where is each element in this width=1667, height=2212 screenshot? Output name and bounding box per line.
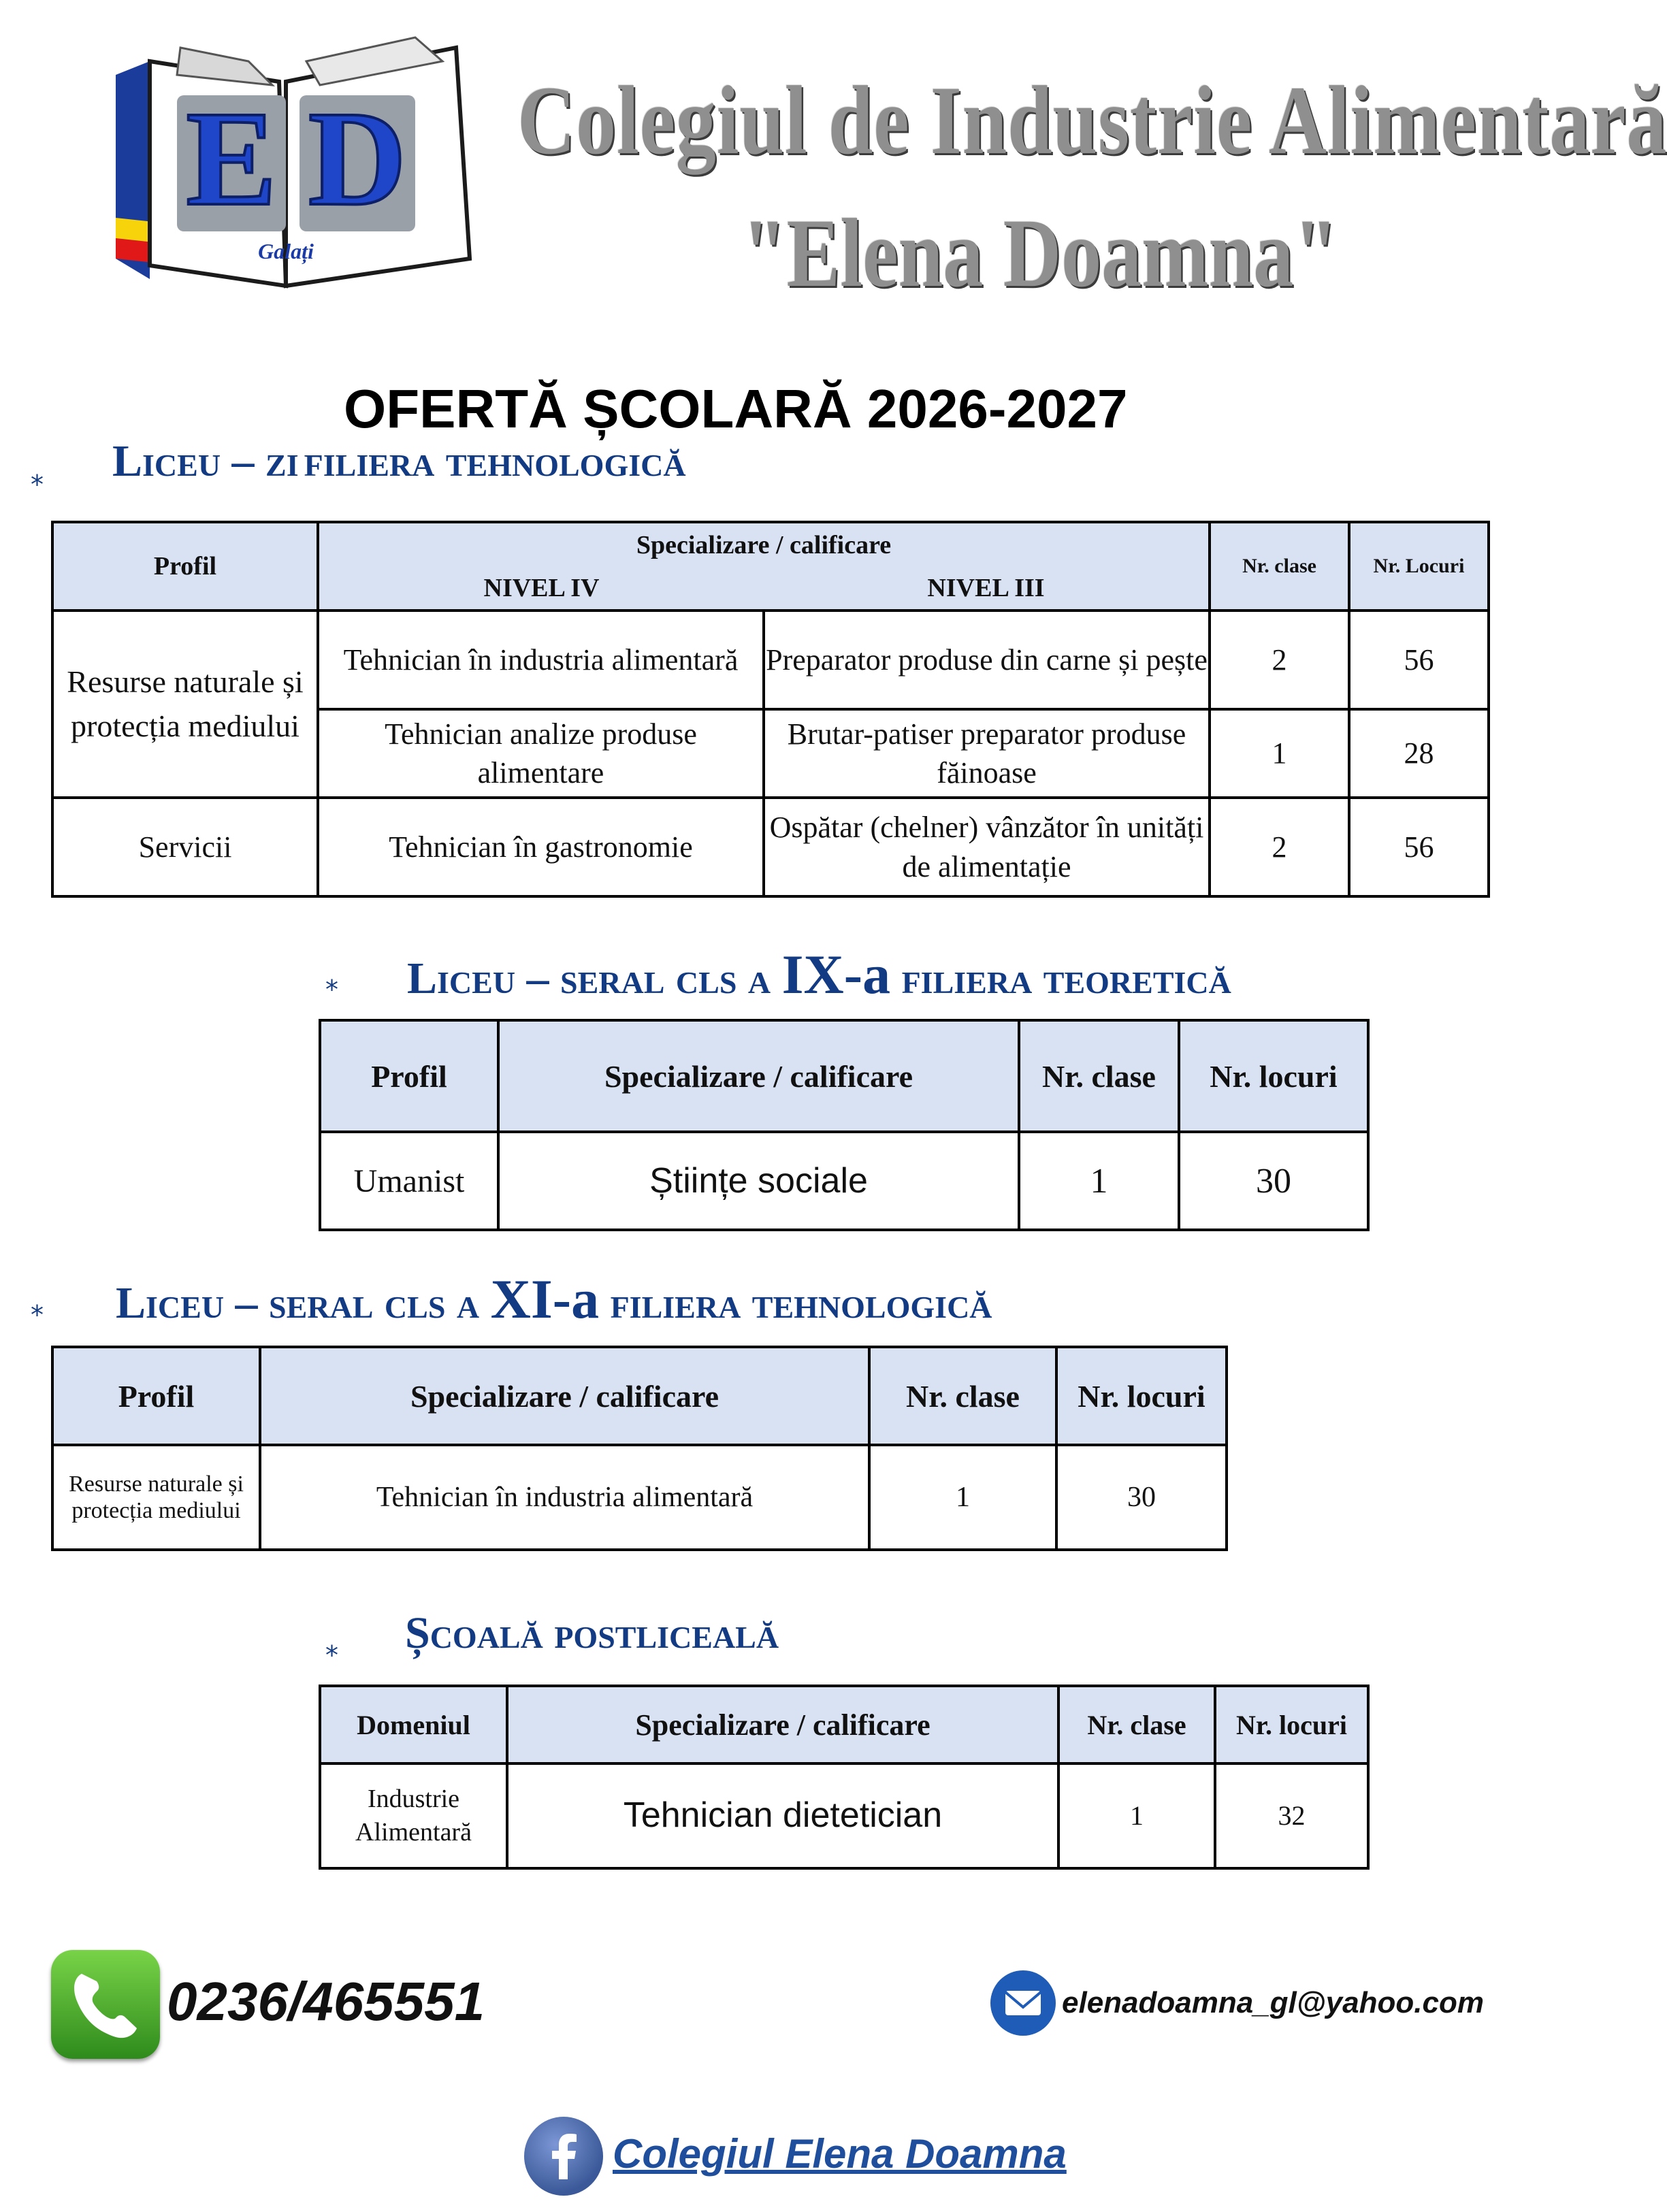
facebook-icon[interactable] [524,2117,603,2196]
table-postliceala [319,1685,1370,1870]
envelope-icon [990,1970,1056,2036]
bullet-star-icon: * [31,470,44,500]
table-seral-ix [319,1019,1370,1231]
nivel-iii-cell: Brutar-patiser preparator produse făinoase [764,709,1210,798]
table-row [52,798,1489,896]
nr-clase-cell: 1 [1210,709,1349,798]
section-heading-liceu-zi [112,436,686,487]
heading-part-b: filiera tehnologică [599,1278,992,1328]
col-header-nr-locuri: Nr. locuri [1179,1020,1368,1132]
heading-class-number: IX-a [781,943,891,1005]
bullet-star-icon: * [325,975,338,1005]
specializare-cell: Științe sociale [498,1132,1019,1230]
col-header-specializare: Specializare / calificare [260,1347,869,1445]
nivel-iv-cell: Tehnician în gastronomie [318,798,764,896]
profil-cell: Resurse naturale și protecția mediului [52,611,318,798]
table-seral-xi [51,1346,1228,1551]
heading-part-a: Liceu – seral cls a [116,1278,491,1328]
col-header-specializare: Specializare / calificare [498,1020,1019,1132]
heading-part-a: Liceu – seral cls a [407,954,782,1003]
col-header-nr-locuri: Nr. locuri [1056,1347,1227,1445]
school-name-line2: "Elena Doamna" [742,199,1338,308]
nr-clase-cell: 1 [869,1445,1056,1550]
table-row [52,611,1489,709]
heading-part-b: filiera tehnologică [304,436,686,486]
col-header-nr-locuri: Nr. Locuri [1349,522,1489,611]
col-header-specializare: Specializare / calificare [507,1686,1058,1763]
col-header-nr-clase: Nr. clase [1210,522,1349,611]
email-icon [990,1970,1056,2036]
section-heading-seral-xi [116,1267,992,1331]
bullet-star-icon: * [325,1640,338,1670]
nr-locuri-cell: 30 [1056,1445,1227,1550]
phone-number[interactable]: 0236/465551 [167,1971,485,2032]
col-header-profil: Profil [320,1020,498,1132]
phone-icon [51,1950,160,2059]
domeniu-cell: Industrie Alimentară [320,1763,507,1868]
logo-letter-d: D [308,84,407,234]
table-row [320,1132,1368,1230]
nivel-iii-cell: Ospătar (chelner) vânzător în unități de alimentație [764,798,1210,896]
nr-clase-cell: 2 [1210,798,1349,896]
nr-locuri-cell: 28 [1349,709,1489,798]
nivel-iv-cell: Tehnician în industria alimentară [318,611,764,709]
heading-part-b: filiera teoretică [890,954,1231,1003]
profil-cell: Servicii [52,798,318,896]
nivel-iii-cell: Preparator produse din carne și pește [764,611,1210,709]
col-header-nivel-iii: NIVEL III [764,566,1210,611]
col-header-nr-clase: Nr. clase [1058,1686,1215,1763]
heading-part-a: Liceu – zi [112,436,299,486]
nr-locuri-cell: 30 [1179,1132,1368,1230]
bullet-star-icon: * [31,1300,44,1330]
profil-cell: Umanist [320,1132,498,1230]
section-heading-postliceala [405,1608,779,1659]
logo-letter-e: E [186,84,277,234]
col-header-domeniul: Domeniul [320,1686,507,1763]
specializare-cell: Tehnician în industria alimentară [260,1445,869,1550]
heading-class-number: XI-a [490,1268,600,1330]
col-header-nr-clase: Nr. clase [869,1347,1056,1445]
table-liceu-zi [51,521,1490,898]
logo-city: Galați [258,239,314,263]
col-header-nr-locuri: Nr. locuri [1215,1686,1368,1763]
nr-clase-cell: 2 [1210,611,1349,709]
col-header-profil: Profil [52,1347,260,1445]
school-name-line1: Colegiul de Industrie Alimentară [517,67,1667,175]
nr-locuri-cell: 32 [1215,1763,1368,1868]
nr-clase-cell: 1 [1019,1132,1179,1230]
section-heading-seral-ix [407,943,1231,1007]
col-header-nr-clase: Nr. clase [1019,1020,1179,1132]
nr-locuri-cell: 56 [1349,798,1489,896]
table-row [320,1763,1368,1868]
email-address[interactable]: elenadoamna_gl@yahoo.com [1062,1986,1484,2019]
col-header-specializare: Specializare / calificare [318,522,1210,566]
facebook-f-icon [524,2117,603,2196]
table-row [52,1445,1227,1550]
page-title: OFERTĂ ȘCOLARĂ 2026-2027 [344,378,1128,439]
col-header-profil: Profil [52,522,318,611]
profil-cell: Resurse naturale și protecția mediului [52,1445,260,1550]
specializare-cell: Tehnician dietetician [507,1763,1058,1868]
nivel-iv-cell: Tehnician analize produse alimentare [318,709,764,798]
facebook-link[interactable]: Colegiul Elena Doamna [613,2131,1067,2177]
col-header-nivel-iv: NIVEL IV [318,566,764,611]
heading-text: Școală postliceală [405,1608,779,1658]
phone-handset-icon [51,1950,160,2059]
nr-clase-cell: 1 [1058,1763,1215,1868]
nr-locuri-cell: 56 [1349,611,1489,709]
school-logo [102,34,483,306]
